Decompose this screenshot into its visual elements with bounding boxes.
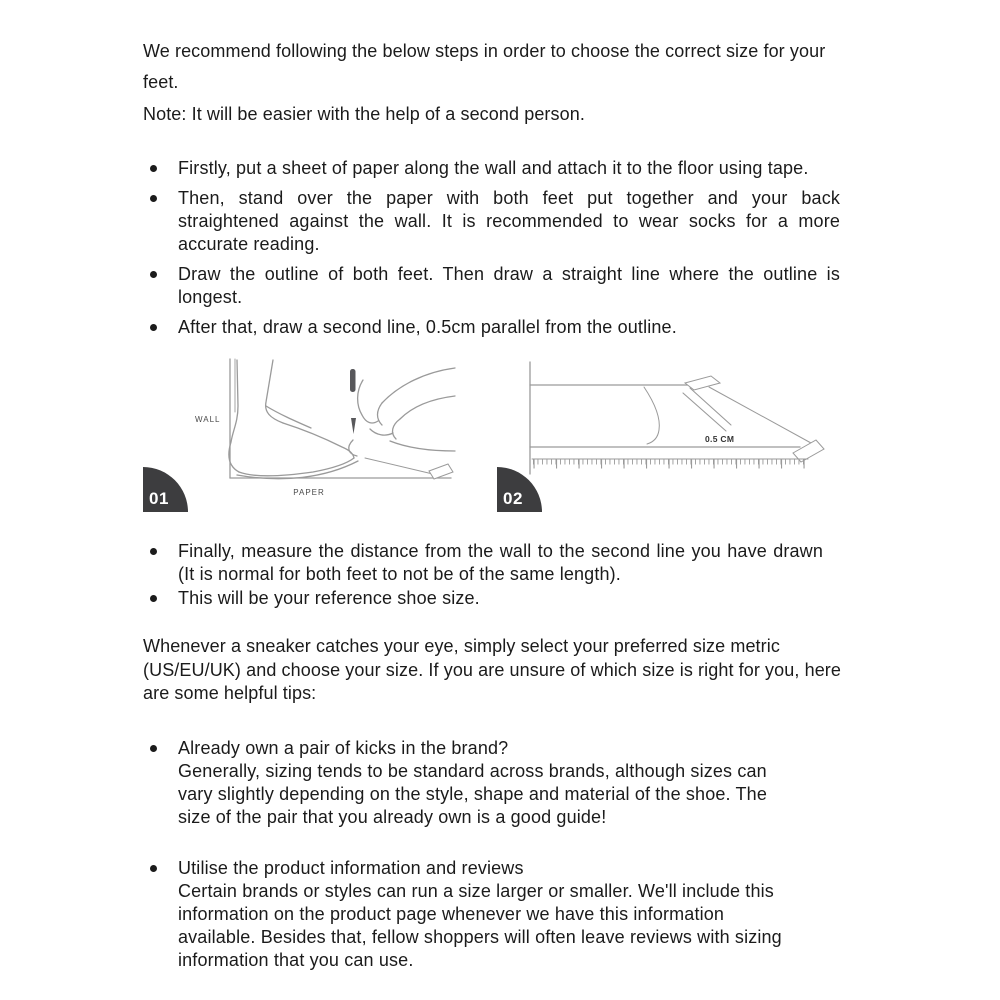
list-item: Firstly, put a sheet of paper along the wall and attach it to the floor using tape. — [143, 157, 840, 180]
finger-line-1 — [358, 380, 378, 423]
hand-outline-2 — [400, 396, 455, 419]
list-item: Then, stand over the paper with both feet put together and your back straightened against the wall. It is recommended to wear socks for a more accurate reading. — [143, 187, 840, 256]
distance-label: 0.5 CM — [705, 434, 735, 444]
toe-outline-curve — [644, 387, 659, 444]
figures-row — [143, 354, 870, 514]
list-item: After that, draw a second line, 0.5cm parallel from the outline. — [143, 316, 840, 339]
tip-body: Certain brands or styles can run a size larger or smaller. We'll include this information on the product page whenever we have this information available. Besides that, fellow shoppers will often leave reviews with sizing information that you can use. — [178, 880, 782, 970]
foot-top-line — [283, 423, 354, 458]
foot-sole-line — [239, 458, 354, 476]
pencil-mark-curve — [349, 440, 357, 456]
results-steps-list — [143, 540, 823, 610]
pencil-icon — [350, 369, 356, 392]
pencil-line-1 — [683, 393, 726, 431]
paper-label: PAPER — [293, 488, 325, 497]
list-item — [143, 737, 798, 829]
tape-guide-line — [365, 458, 437, 475]
tip-body: Generally, sizing tends to be standard across brands, although sizes can vary slightly depending on the style, shape and material of the shoe. The size of the pair that you already own is a good guide! — [178, 760, 767, 827]
foot-tracing-illustration — [143, 354, 460, 514]
tips-intro-paragraph: Whenever a sneaker catches your eye, simply select your preferred size metric (US/EU/UK) and choose your size. If you are unsure of which size is right for you, here are some helpful tips: — [143, 636, 842, 703]
pencil-line-2 — [690, 388, 731, 425]
wall-label: WALL — [195, 415, 221, 424]
list-item: Finally, measure the distance from the wall to the second line you have drawn (It is normal for both feet to not be of the same length). — [143, 540, 823, 586]
measuring-steps-list — [143, 157, 840, 339]
intro-paragraph: We recommend following the below steps in order to choose the correct size for your feet. — [143, 41, 826, 92]
tape-icon — [429, 464, 453, 479]
figure-number: 01 — [149, 489, 169, 508]
sizing-tips-list — [143, 737, 798, 972]
wrist-line — [390, 441, 455, 451]
figure-paper-measurement — [497, 354, 870, 514]
pencil-tip-icon — [351, 418, 356, 434]
document-content — [143, 36, 870, 1000]
figure-number: 02 — [503, 489, 523, 508]
figure-foot-tracing — [143, 354, 460, 514]
traced-outline-line — [237, 461, 358, 479]
list-item — [143, 857, 798, 972]
note-paragraph: Note: It will be easier with the help of a second person. — [143, 104, 585, 124]
paper-measurement-illustration — [497, 354, 870, 514]
tip-title: Already own a pair of kicks in the brand? — [178, 737, 509, 758]
finger-line-3 — [393, 419, 400, 439]
finger-line-2 — [378, 403, 383, 425]
list-item: This will be your reference shoe size. — [143, 587, 823, 610]
knuckle-line — [370, 429, 393, 435]
list-item: Draw the outline of both feet. Then draw a straight line where the outline is longest. — [143, 263, 840, 309]
tip-title: Utilise the product information and reviews — [178, 857, 524, 878]
